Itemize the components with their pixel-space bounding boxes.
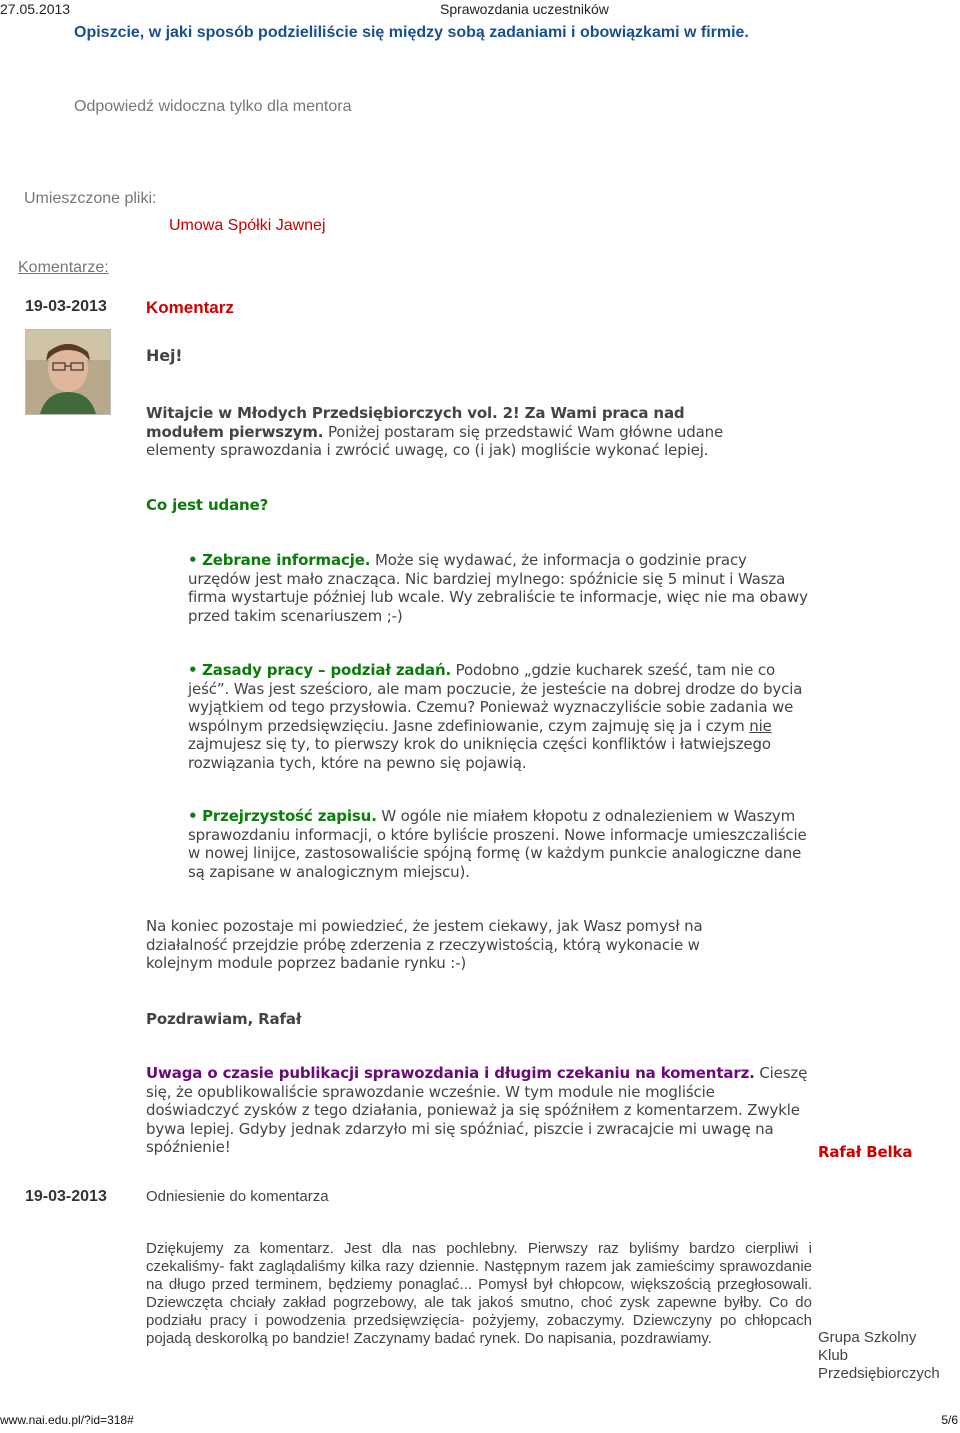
bullet-clarity (188, 807, 808, 881)
comment-author: Rafał Belka (818, 1143, 913, 1161)
bullet-text: Może się wydawać, że informacja o godzinie pracy urzędów jest mało znacząca. Nic bardziej mylnego: spóźnicie się 5 minut i Wasza firma wystartuje później lub wcale. Wy zebraliście te informacje, więc nie ma obawy przed takim scenariuszem ;-) (188, 551, 808, 625)
bullet-text: Podobno „gdzie kucharek sześć, tam nie co jeść”. Was jest sześcioro, ale mam poczucie, że jesteście na dobrej drodze do bycia wyjątkiem od tego przysłowia. Czemu? Ponieważ wyznaczyliście sobie zadania we wspólnym przedsięwzięciu. Jasne zdefiniowanie, czym zajmuję się ja i czym (188, 661, 803, 735)
bullet-icon: • (188, 807, 198, 825)
note-text: Cieszę się, że opublikowaliście sprawozdanie wcześnie. W tym module nie mogliście doświadczyć zysków z tego działania, ponieważ ja się spóźniłem z komentarzem. Zwykle bywa lepiej. Gdyby jednak zdarzyło mi się spóźniać, piszcie i zwracajcie mi uwagę na spóźnienie! (146, 1064, 808, 1156)
print-page-number: 5/6 (941, 1413, 958, 1427)
reply-author: Grupa Szkolny Klub Przedsiębiorczych (818, 1329, 940, 1382)
mentor-note: Odpowiedź widoczna tylko dla mentora (74, 98, 352, 115)
intro-paragraph (146, 404, 756, 460)
bullet-head: Zasady pracy – podział zadań. (202, 661, 452, 679)
bullet-icon: • (188, 551, 198, 569)
reply-title: Odniesienie do komentarza (146, 1188, 329, 1205)
print-title: Sprawozdania uczestników (440, 1, 609, 17)
bullet-head: Przejrzystość zapisu. (202, 807, 377, 825)
reply-text: Dziękujemy za komentarz. Jest dla nas pochlebny. Pierwszy raz byliśmy bardzo cierpliwi i czekaliśmy- fakt zaglądaliśmy kilka razy dziennie. Następnym razem jak zamieścimy sprawozdanie na długo przed terminem, będziemy ponaglać... Pomysł był chłopcow, większością przegłosowali. Dziewczęta chciały zakład pogrzebowy, ale tak jakoś smutno, choć zysk zapewne byłby. Co do podziału pracy i powodzenia przedsięwzięcia- pożyjemy, zobaczymy. Dziewczyny po chłopcach pojadą deskorolką po bandzie! Zaczynamy badać rynek. Do napisania, pozdrawiamy. (146, 1240, 812, 1347)
intro-rest: Poniżej postaram się przedstawić Wam główne udane elementy sprawozdania i zwrócić uwagę, co (i jak) mogliście wykonać lepiej. (146, 422, 724, 459)
regards: Pozdrawiam, Rafał (146, 1010, 302, 1028)
bullet-text: W ogóle nie miałem kłopotu z odnalezieniem w Waszym sprawozdaniu informacji, o które byliście proszeni. Nowe informacje umieszczaliście w nowej linijce, zastosowaliście spójną formę (w każdym punkcie analogiczne dane są zapisane w analogicznym miejscu). (188, 807, 807, 881)
avatar (25, 329, 111, 415)
print-url: www.nai.edu.pl/?id=318# (0, 1413, 134, 1427)
bullet-text-2: zajmujesz się ty, to pierwszy krok do uniknięcia części konfliktów i łatwiejszego rozwiązania tych, które na pewno się pojawią. (188, 735, 771, 772)
question-heading: Opiszcie, w jaki sposób podzieliliście się między sobą zadaniami i obowiązkami w firmie. (74, 24, 749, 41)
print-date: 27.05.2013 (0, 1, 71, 17)
comments-label[interactable]: Komentarze: (18, 259, 109, 276)
good-heading: Co jest udane? (146, 496, 269, 514)
comment-date: 19-03-2013 (25, 298, 107, 315)
closing-paragraph: Na koniec pozostaje mi powiedzieć, że jestem ciekawy, jak Wasz pomysł na działalność przejdzie próbę zderzenia z rzeczywistością, którą wykonacie w kolejnym module poprzez badanie rynku :-) (146, 917, 703, 972)
publication-note (146, 1064, 812, 1157)
bullet-underlined-word: nie (749, 716, 772, 735)
intro-bold: Witajcie w Młodych Przedsiębiorczych vol. 2! Za Wami praca nad modułem pierwszym. (146, 404, 685, 441)
files-label: Umieszczone pliki: (24, 190, 157, 207)
comment-title: Komentarz (146, 298, 234, 317)
reply-date: 19-03-2013 (25, 1188, 107, 1205)
bullet-icon: • (188, 661, 198, 679)
greeting: Hej! (146, 346, 183, 365)
file-link[interactable]: Umowa Spółki Jawnej (169, 217, 326, 234)
bullet-rules (188, 661, 808, 772)
bullet-head: Zebrane informacje. (202, 551, 371, 569)
bullet-info (188, 551, 808, 625)
note-head: Uwaga o czasie publikacji sprawozdania i długim czekaniu na komentarz. (146, 1064, 755, 1082)
